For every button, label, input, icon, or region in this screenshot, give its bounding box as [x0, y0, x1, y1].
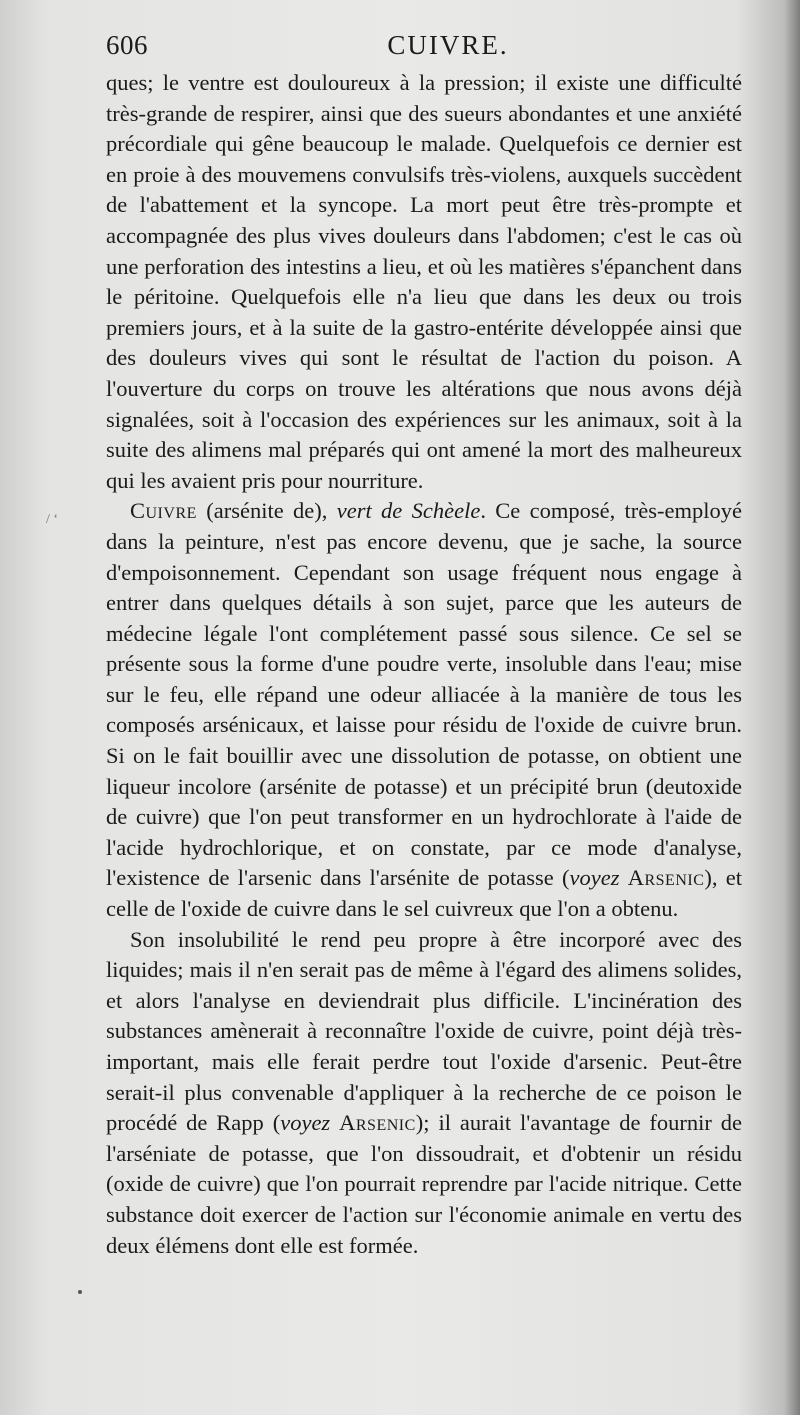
paragraph-tail: ), et celle de l'oxide de cuivre dans le sel cuivreux que l'on a obtenu. — [106, 865, 742, 922]
paragraph-text: Son insolubilité le rend peu propre à être incorporé avec des liquides; mais il n'en serait pas de même à l'égard des alimens solides, et alors l'analyse en deviendrait plus difficile. L'incinération des substances amènerait à reconnaître l'oxide de cuivre, point déjà très-important, mais elle ferait perdre tout l'oxide d'arsenic. Peut-être serait-il plus convenable d'appliquer à la recherche de ce poison le procédé de Rapp ( — [106, 926, 742, 1136]
paragraph-tail: ); il aurait l'avantage de fournir de l'arséniate de potasse, que l'on dissoudrait, et d'obtenir un résidu (oxide de cuivre) que l'on pourrait reprendre par l'acide nitrique. Cette substance doit exercer de l'action sur l'économie animale en vertu des deux élémens dont elle est formée. — [106, 1110, 743, 1258]
page-body — [106, 68, 742, 1261]
margin-mark: / ‘ — [46, 512, 59, 527]
paragraph-continued: ques; le ventre est douloureux à la pression; il existe une difficulté très-grande de respirer, ainsi que des sueurs abondantes et une anxiété précordiale qui gêne beaucoup le malade. Quelquefois ce dernier est en proie à des mouvemens convulsifs très-violens, auxquels succèdent de l'abattement et la syncope. La mort peut être très-prompte et accompagnée des plus vives douleurs dans l'abdomen; c'est le cas où une perforation des intestins a lieu, et où les matières s'épanchent dans le péritoine. Quelquefois elle n'a lieu que dans les deux ou trois premiers jours, et à la suite de la gastro-entérite développée ainsi que des douleurs vives qui sont le résultat de l'action du poison. A l'ouverture du corps on trouve les altérations que nous avons déjà signalées, soit à l'occasion des expériences sur les animaux, soit à la suite des alimens mal préparés qui ont amené la mort des malheureux qui les avaient pris pour nourriture. — [106, 70, 742, 493]
paragraph-text: . Ce composé, très-employé dans la peinture, n'est pas encore devenu, que je sache, la source d'empoisonnement. Cependant son usage fréquent nous engage à entrer dans quelques détails à son sujet, parce que les auteurs de médecine légale l'ont complétement passé sous silence. Ce sel se présente sous la forme d'une poudre verte, insoluble dans l'eau; mise sur le feu, elle répand une odeur alliacée à la manière de tous les composés arsénicaux, et laisse pour résidu de l'oxide de cuivre brun. Si on le fait bouillir avec une dissolution de potasse, on obtient une liqueur incolore (arsénite de potasse) et un précipité brun (deutoxide de cuivre) que l'on peut transformer en un hydrochlorate à l'aide de l'acide hydrochlorique, et on constate, par ce mode d'analyse, l'existence de l'arsenic dans l'arsénite de potasse ( — [106, 498, 742, 891]
voyez-italic: voyez — [280, 1110, 331, 1136]
running-head: CUIVRE. — [387, 30, 509, 60]
entry-heading-rest: (arsénite de), — [196, 498, 337, 524]
page-number: 606 — [106, 30, 148, 60]
cross-reference: Arsenic — [339, 1110, 416, 1136]
cross-reference: Arsenic — [627, 865, 705, 891]
page-header — [106, 30, 744, 64]
entry-heading: Cuivre — [130, 498, 197, 524]
ink-dot — [78, 1290, 82, 1294]
italic-term: vert de Schèele — [336, 498, 481, 524]
voyez-italic: voyez — [569, 865, 620, 891]
paragraph-insolubility — [106, 925, 742, 1262]
paragraph-arsenite — [106, 496, 742, 924]
